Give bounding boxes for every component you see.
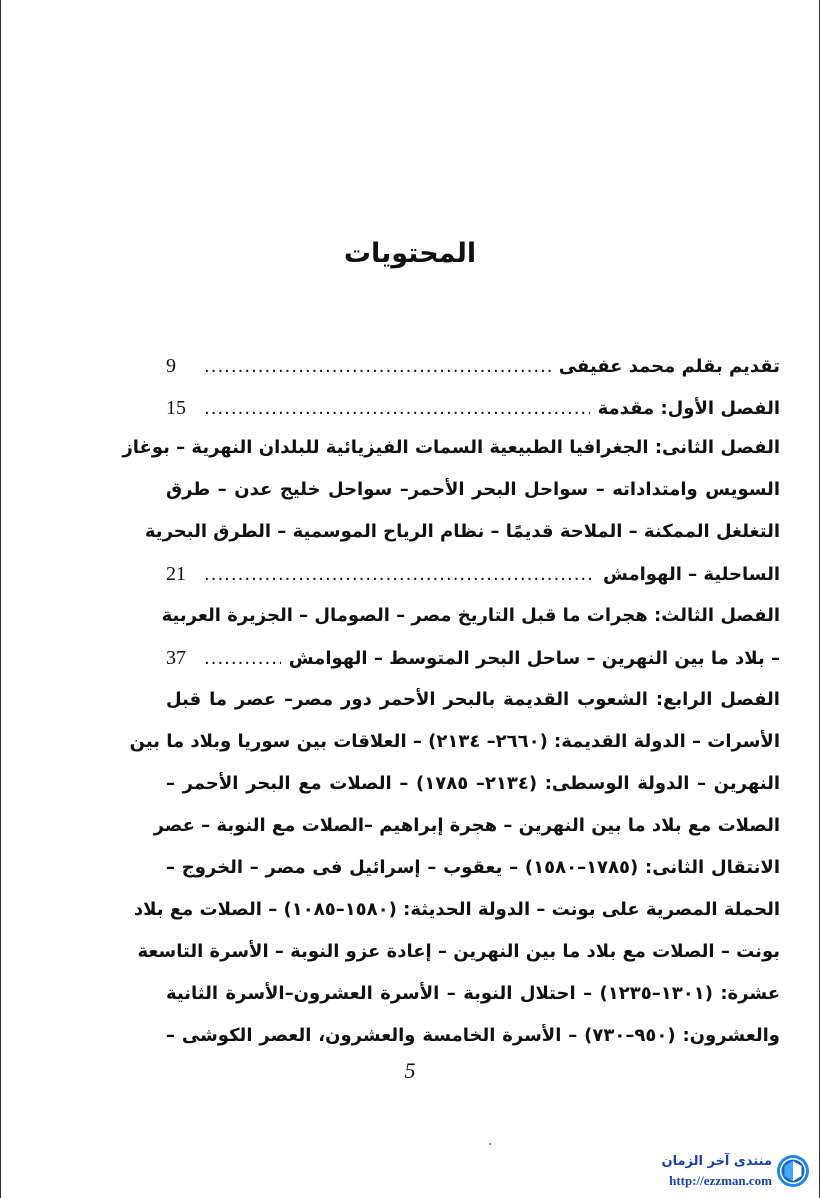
page-border-left — [0, 0, 1, 1198]
toc-line-last — [166, 640, 780, 676]
toc-entry-chapter-3[interactable] — [161, 598, 780, 634]
toc-entry-chapter-4[interactable] — [166, 682, 780, 718]
toc-line: الحملة المصرية على بونت – الدولة الحديثة: (١٥٨٠–١٠٨٥) – الصلات مع بلاد — [133, 899, 780, 920]
toc-line: عشرة: (١٣٠١–١٢٣٥) – احتلال النوبة – الأسرة العشرون–الأسرة الثانية — [166, 983, 780, 1004]
watermark[interactable] — [626, 1152, 812, 1192]
toc-line: – بلاد ما بين النهرين – ساحل البحر المتوسط – الهوامش — [288, 647, 780, 669]
chapter-label: الفصل الثالث: — [654, 605, 780, 626]
toc-page-number: 21 — [166, 562, 186, 585]
toc-entry-text: تقديم بقلم محمد عفيفى — [558, 355, 780, 377]
leader-dots — [204, 564, 595, 585]
toc-line: الجغرافيا الطبيعية السمات الفيزيائية للبلدان النهرية – بوغاز — [122, 437, 649, 458]
leader-dots — [204, 648, 281, 669]
page-title: المحتويات — [343, 238, 477, 269]
toc-entry-text: مقدمة — [597, 397, 655, 419]
chapter-label: الفصل الأول: — [660, 397, 780, 419]
toc-line: هجرات ما قبل التاريخ مصر – الصومال – الجزيرة العربية — [161, 605, 648, 626]
toc-line: الانتقال الثانى: (١٧٨٥–١٥٨٠) – يعقوب – إسرائيل فى مصر – الخروج – — [166, 857, 780, 878]
watermark-url[interactable]: http://ezzman.com — [669, 1173, 772, 1188]
toc-line: الشعوب القديمة بالبحر الأحمر دور مصر– عصر ما قبل — [166, 689, 648, 710]
toc-line: والعشرون: (٩٥٠–٧٣٠) – الأسرة الخامسة والعشرون، العصر الكوشى – — [166, 1025, 780, 1046]
leader-dots — [204, 398, 590, 419]
toc-line: التغلغل الممكنة – الملاحة قديمًا – نظام الرياح الموسمية – الطرق البحرية — [144, 521, 780, 542]
toc-line: السويس وامتداداته – سواحل البحر الأحمر– سواحل خليج عدن – طرق — [166, 479, 780, 500]
hexagon-logo-icon — [776, 1154, 810, 1188]
chapter-label: الفصل الرابع: — [655, 689, 780, 710]
toc-line: الأسرات – الدولة القديمة: (٢٦٦٠– ٢١٣٤) – العلاقات بين سوريا وبلاد ما بين — [129, 731, 780, 752]
toc-line: الساحلية – الهوامش — [603, 563, 780, 585]
scan-speck — [489, 1143, 491, 1145]
toc-page-number: 15 — [166, 396, 186, 419]
watermark-title: منتدى آخر الزمان — [661, 1154, 772, 1169]
toc-line: بونت – الصلات مع بلاد ما بين النهرين – إعادة عزو النوبة – الأسرة التاسعة — [137, 941, 780, 962]
page-number: 5 — [404, 1058, 416, 1083]
chapter-label: الفصل الثانى: — [654, 437, 780, 458]
toc-line: النهرين – الدولة الوسطى: (٢١٣٤– ١٧٨٥) – الصلات مع البحر الأحمر – — [166, 773, 780, 794]
toc-entry-chapter-2[interactable] — [122, 430, 780, 466]
leader-dots — [204, 356, 551, 377]
toc-page-number: 37 — [166, 646, 186, 669]
toc-line: الصلات مع بلاد ما بين النهرين – هجرة إبراهيم –الصلات مع النوبة – عصر — [153, 815, 780, 836]
toc-page-number: 9 — [166, 354, 176, 377]
toc-line-last — [166, 556, 780, 592]
toc-entry-foreword[interactable] — [166, 348, 780, 384]
toc-entry-chapter-1[interactable] — [166, 390, 780, 426]
